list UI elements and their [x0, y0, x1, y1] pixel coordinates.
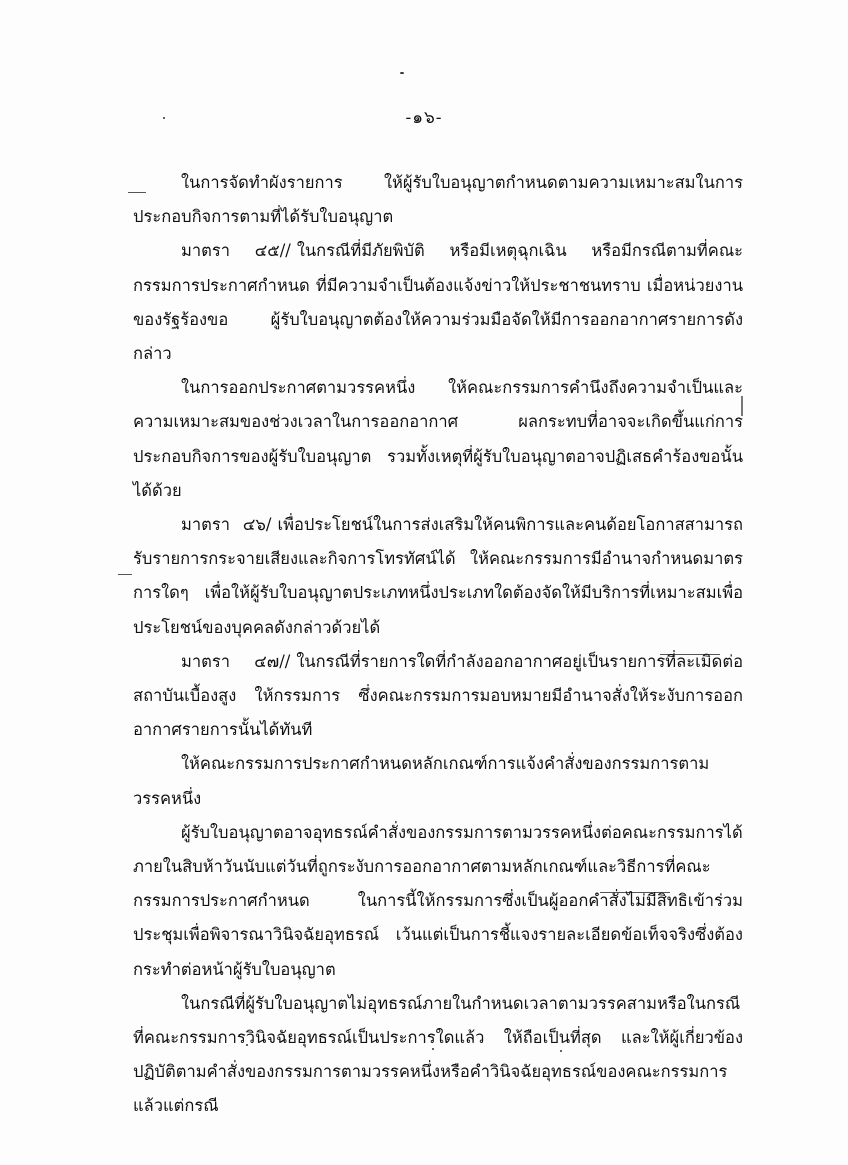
paragraph-text: เพื่อประโยชน์ในการส่งเสริมให้คนพิการและคนด้อยโอกาสสามารถรับรายการกระจายเสียงและกิจการโทรทัศน์ได้ ให้คณะกรรมการมีอำนาจกำหนดมาตรการใดๆ เพื่อให้ผู้รับใบอนุญาตประเภทหนึ่งประเภทใดต้องจัดให้มีบริการที่เหมาะสมเพื่อประโยชน์ของบุคคลดังกล่าวด้วยได้	[133, 515, 743, 637]
paragraph	[133, 816, 743, 987]
paragraph	[133, 166, 743, 234]
section-number: มาตรา ๔๖/	[181, 515, 272, 535]
section-number: มาตรา ๔๗//	[181, 651, 291, 671]
page-number: -๑๖-	[405, 108, 443, 128]
paragraph-text: ในกรณีที่มีภัยพิบัติ หรือมีเหตุฉุกเฉิน หรือมีกรณีตามที่คณะกรรมการประกาศกำหนด ที่มีความจำเป็นต้องแจ้งข่าวให้ประชาชนทราบ เมื่อหน่วยงานของรัฐร้องขอ ผู้รับใบอนุญาตต้องให้ความร่วมมือจัดให้มีการออกอากาศรายการดังกล่าว	[133, 241, 743, 364]
paragraph-section-45	[133, 234, 743, 371]
paragraph-text: ในกรณีที่ผู้รับใบอนุญาตไม่อุทธรณ์ภายในกำหนดเวลาตามวรรคสามหรือในกรณีที่คณะกรรมการวินิจฉัยอุทธรณ์เป็นประการใดแล้ว ให้ถือเป็นที่สุด และให้ผู้เกี่ยวข้องปฏิบัติตามคำสั่งของกรรมการตามวรรคหนึ่งหรือคำวินิจฉัยอุทธรณ์ของคณะกรรมการ แล้วแต่กรณี	[133, 993, 743, 1116]
paragraph-text: ในกรณีที่รายการใดที่กำลังออกอากาศอยู่เป็นรายการที่ละเมิดต่อสถาบันเบื้องสูง ให้กรรมการ ซึ่งคณะกรรมการมอบหมายมีอำนาจสั่งให้ระงับการออกอากาศรายการนั้นได้ทันที	[133, 651, 743, 740]
section-number: มาตรา ๔๕//	[181, 241, 291, 261]
paragraph	[133, 747, 743, 815]
scan-speck	[400, 72, 404, 74]
body-text	[133, 166, 743, 1124]
paragraph-section-47	[133, 645, 743, 748]
paragraph-section-46	[133, 508, 743, 645]
paragraph	[133, 987, 743, 1124]
paragraph-text: ให้คณะกรรมการประกาศกำหนดหลักเกณฑ์การแจ้งคำสั่งของกรรมการตามวรรคหนึ่ง	[133, 754, 710, 808]
paragraph-text: ในการออกประกาศตามวรรคหนึ่ง ให้คณะกรรมการคำนึงถึงความจำเป็นและความเหมาะสมของช่วงเวลาในการออกอากาศ ผลกระทบที่อาจจะเกิดขึ้นแก่การประกอบกิจการของผู้รับใบอนุญาต รวมทั้งเหตุที่ผู้รับใบอนุญาตอาจปฏิเสธคำร้องขอนั้นได้ด้วย	[133, 378, 743, 500]
paragraph	[133, 371, 743, 508]
paragraph-text: ผู้รับใบอนุญาตอาจอุทธรณ์คำสั่งของกรรมการตามวรรคหนึ่งต่อคณะกรรมการได้ภายในสิบห้าวันนับแต่วันที่ถูกระงับการออกอากาศตามหลักเกณฑ์และวิธีการที่คณะกรรมการประกาศกำหนด ในการนี้ให้กรรมการซึ่งเป็นผู้ออกคำสั่งไม่มีสิทธิเข้าร่วมประชุมเพื่อพิจารณาวินิจฉัยอุทธรณ์ เว้นแต่เป็นการชี้แจงรายละเอียดข้อเท็จจริงซึ่งต้องกระทำต่อหน้าผู้รับใบอนุญาต	[133, 822, 743, 979]
scan-line	[118, 574, 132, 575]
paragraph-text: ในการจัดทำผังรายการ ให้ผู้รับใบอนุญาตกำหนดตามความเหมาะสมในการประกอบกิจการตามที่ได้รับใบอนุญาต	[133, 173, 743, 227]
